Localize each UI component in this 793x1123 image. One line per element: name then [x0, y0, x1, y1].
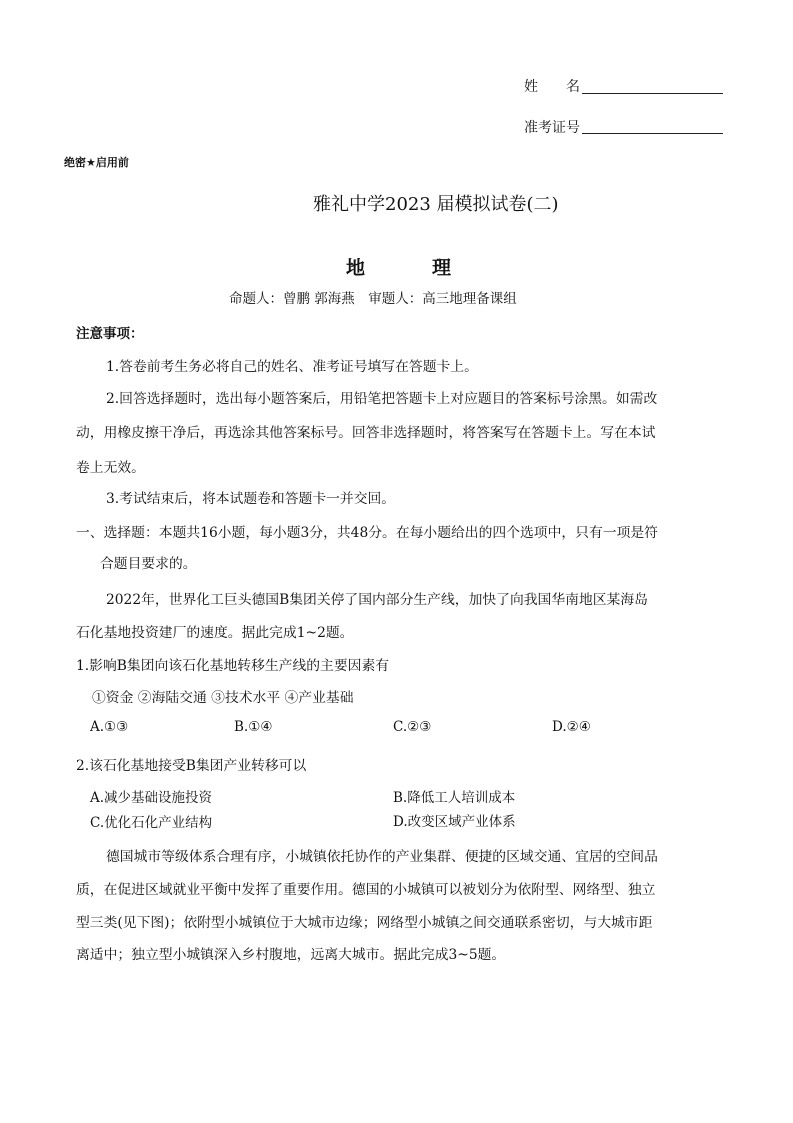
passage-2-line-3: 型三类(见下图)；依附型小城镇位于大城市边缘；网络型小城镇之间交通联系密切，与大城市距 [76, 915, 653, 931]
passage-1-line-1: 2022年，世界化工巨头德国B集团关停了国内部分生产线，加快了向我国华南地区某海岛 [106, 592, 648, 608]
notice-item-2-line-2: 动，用橡皮擦干净后，再选涂其他答案标号。回答非选择题时，将答案写在答题卡上。写在本试 [76, 425, 656, 441]
notice-item-2-line-3: 卷上无效。 [76, 460, 145, 476]
question-2-option-a[interactable]: A.减少基础设施投资 [90, 790, 213, 806]
exam-id-label: 准考证号 [524, 120, 580, 136]
passage-2-line-4: 离适中；独立型小城镇深入乡村腹地，远离大城市。据此完成3~5题。 [76, 947, 506, 963]
notice-item-1: 1.答卷前考生务必将自己的姓名、准考证号填写在答题卡上。 [106, 359, 478, 375]
question-2-option-b[interactable]: B.降低工人培训成本 [393, 790, 516, 806]
authors-line: 命题人：曾鹏 郭海燕 审题人：高三地理备课组 [229, 291, 517, 307]
question-2-stem: 2.该石化基地接受B集团产业转移可以 [76, 758, 307, 774]
notice-item-3: 3.考试结束后，将本试题卷和答题卡一并交回。 [106, 491, 396, 507]
passage-2-line-1: 德国城市等级体系合理有序，小城镇依托协作的产业集群、便捷的区域交通、宜居的空间品 [106, 849, 658, 865]
question-1-option-a[interactable]: A.①③ [90, 719, 129, 735]
question-1-option-d[interactable]: D.②④ [552, 719, 591, 735]
question-1-option-c[interactable]: C.②③ [393, 719, 432, 735]
question-1-option-b[interactable]: B.①④ [234, 719, 273, 735]
name-label: 姓 名 [524, 79, 580, 95]
page-title: 雅礼中学2023 届模拟试卷(二) [313, 194, 559, 215]
question-1-stem: 1.影响B集团向该石化基地转移生产线的主要因素有 [76, 658, 390, 674]
exam-id-field[interactable] [582, 133, 723, 134]
section-1-line-1: 一、选择题：本题共16小题，每小题3分，共48分。在每小题给出的四个选项中，只有一项是符 [76, 525, 658, 541]
section-1-line-2: 合题目要求的。 [100, 556, 197, 572]
name-field[interactable] [582, 93, 723, 94]
subject-char-b: 理 [432, 257, 452, 279]
passage-2-line-2: 质，在促进区域就业平衡中发挥了重要作用。德国的小城镇可以被划分为依附型、网络型、独立 [76, 882, 656, 898]
question-2-option-c[interactable]: C.优化石化产业结构 [90, 815, 213, 831]
notice-item-2-line-1: 2.回答选择题时，选出每小题答案后，用铅笔把答题卡上对应题目的答案标号涂黑。如需改 [106, 391, 658, 407]
question-1-factors: ①资金 ②海陆交通 ③技术水平 ④产业基础 [92, 690, 354, 706]
question-2-option-d[interactable]: D.改变区域产业体系 [393, 814, 516, 830]
notice-heading: 注意事项： [76, 326, 144, 342]
secret-mark: 绝密★启用前 [64, 156, 129, 169]
passage-1-line-2: 石化基地投资建厂的速度。据此完成1~2题。 [76, 625, 354, 641]
subject-char-a: 地 [346, 257, 366, 279]
